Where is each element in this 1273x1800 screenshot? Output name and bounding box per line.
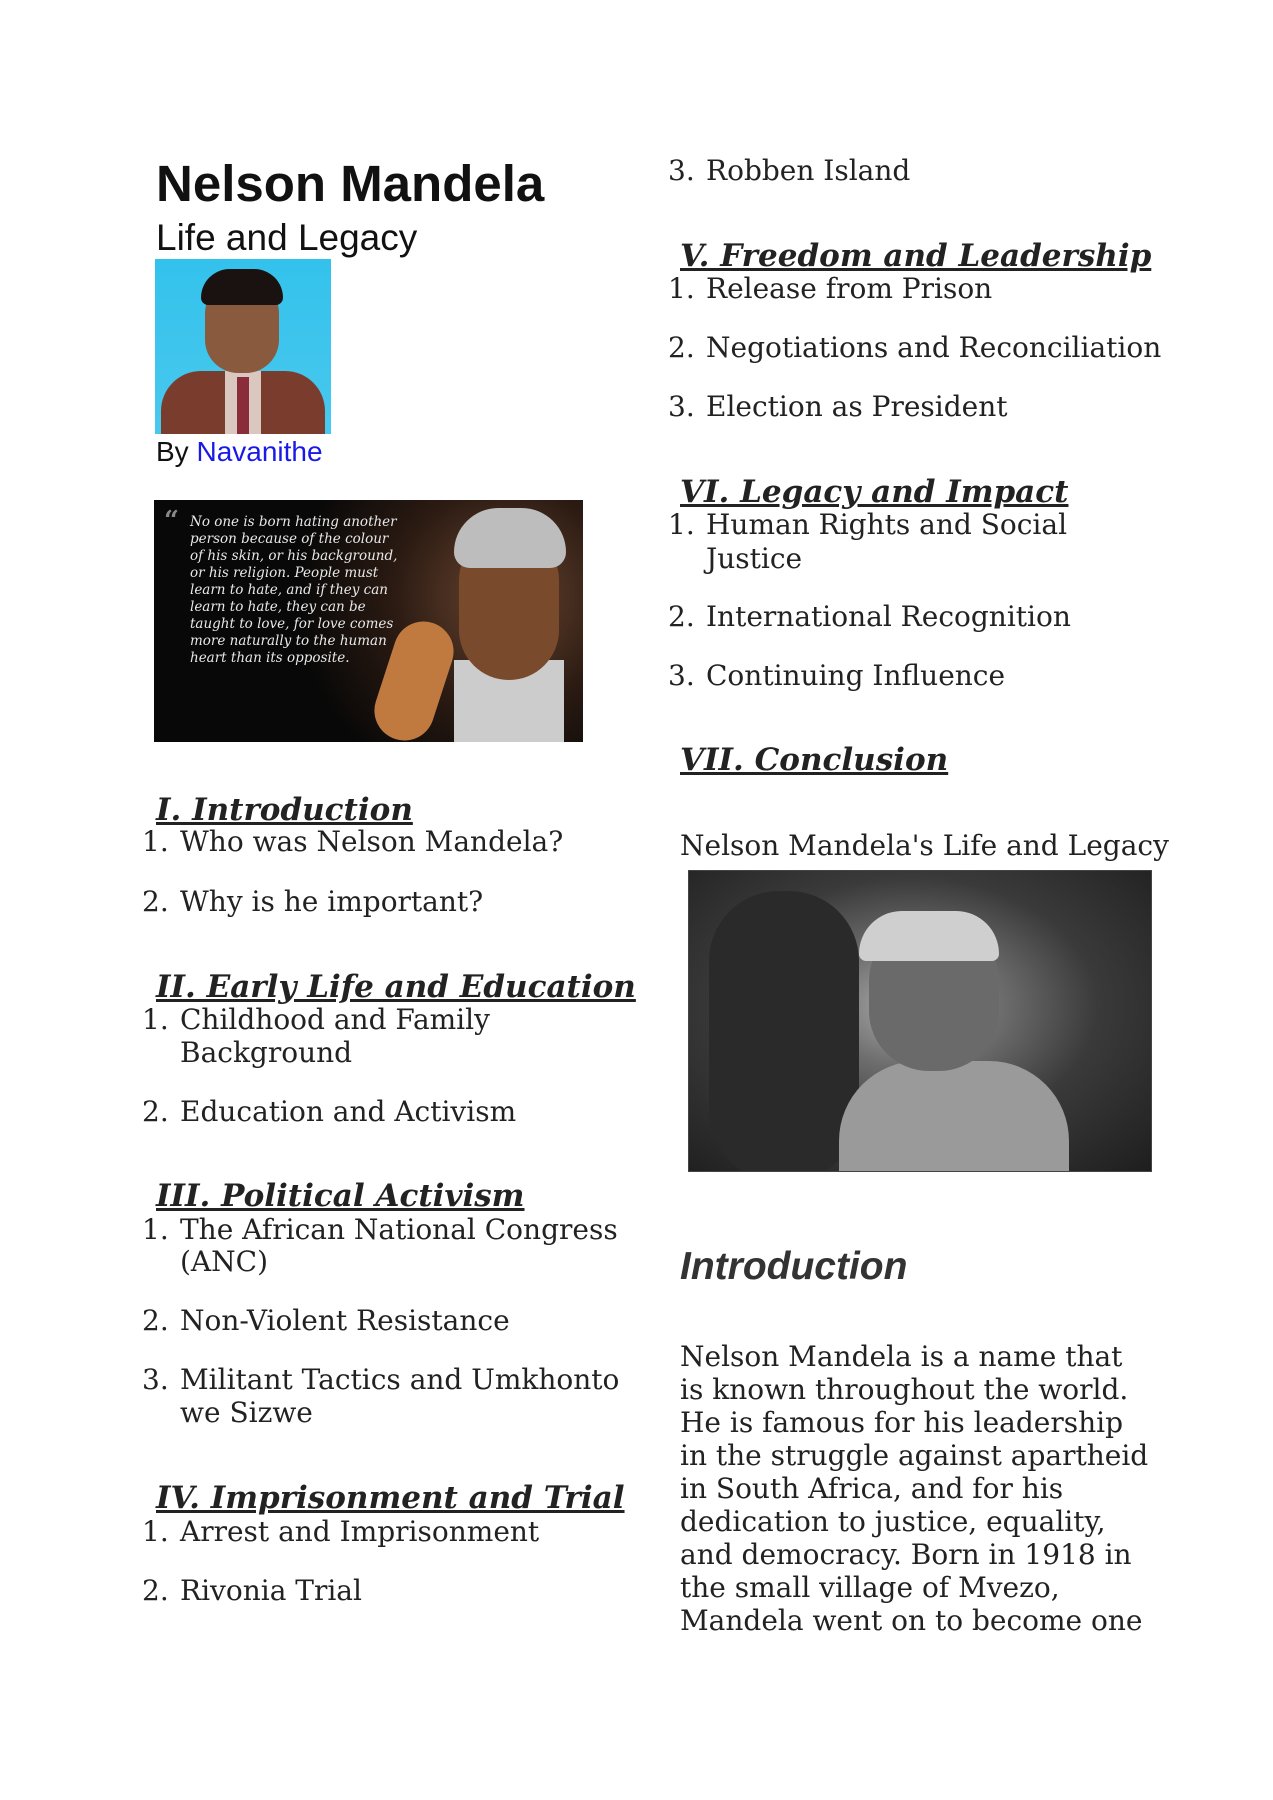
quote-text: No one is born hating another person because of the colour of his skin, or his background, or his religion. People must learn to hate, and if they can learn to hate, they can be taught to love, for love comes more naturally to the human heart than its opposite.	[190, 514, 398, 666]
document-subtitle: Life and Legacy	[156, 217, 418, 258]
byline	[156, 435, 323, 469]
section-heading-early-life: II. Early Life and Education	[156, 969, 636, 1005]
section-heading-conclusion: VII. Conclusion	[680, 742, 949, 778]
section-heading-imprisonment: IV. Imprisonment and Trial	[156, 1480, 625, 1516]
author-link[interactable]: Navanithe	[196, 436, 323, 467]
by-label: By	[156, 436, 189, 467]
author-photo	[155, 259, 331, 434]
section-heading-introduction: I. Introduction	[156, 792, 413, 828]
document-title: Nelson Mandela	[156, 155, 545, 212]
introduction-heading: Introduction	[680, 1245, 908, 1288]
introduction-paragraph: Nelson Mandela is a name that is known throughout the world. He is famous for his leadership in the struggle against apartheid in South Africa, and for his dedication to justice, equality, and democracy. Born in 1918 in the small village of Mvezo, Mandela went on to become one	[680, 1340, 1149, 1637]
section-heading-freedom: V. Freedom and Leadership	[680, 238, 1152, 274]
section-heading-legacy: VI. Legacy and Impact	[680, 474, 1069, 510]
quote-mark-icon: “	[164, 506, 179, 536]
image-caption: Nelson Mandela's Life and Legacy	[680, 829, 1169, 862]
section-heading-political-activism: III. Political Activism	[156, 1178, 525, 1214]
quote-image	[154, 500, 583, 742]
mandela-photo	[688, 870, 1152, 1172]
